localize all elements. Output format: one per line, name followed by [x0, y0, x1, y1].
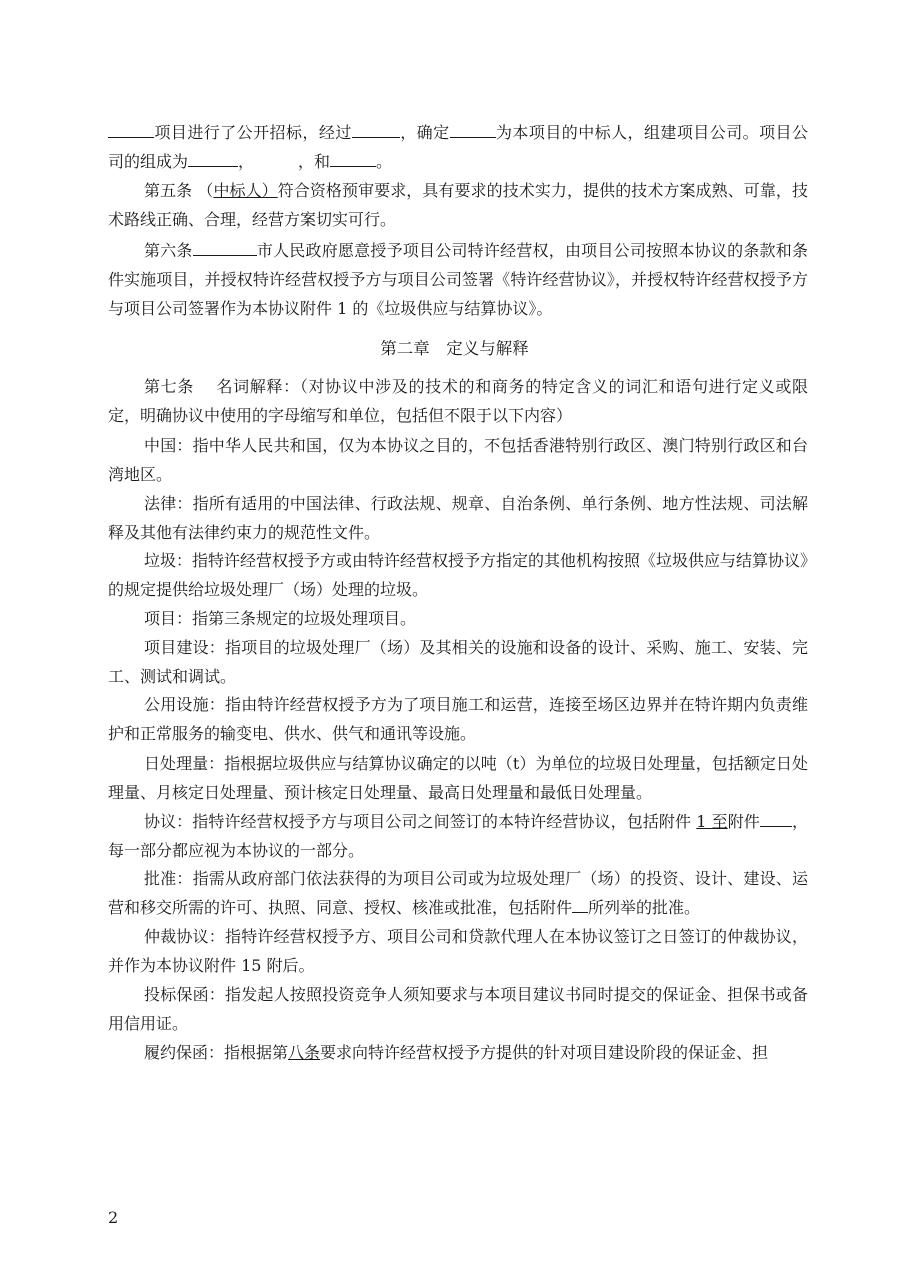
definition-project: 项目：指第三条规定的垃圾处理项目。: [144, 609, 417, 628]
definition-project-construction: 项目建设：指项目的垃圾处理厂（场）及其相关的设施和设备的设计、采购、施工、安装、完工、测试和调试。: [108, 638, 808, 686]
article-7: 第七条 名词解释：（对协议中涉及的技术的和商务的特定含义的词汇和语句进行定义或限定，明确协议中使用的字母缩写和单位，包括但不限于以下内容）: [108, 377, 808, 425]
definition-law: 法律：指所有适用的中国法律、行政法规、规章、自治条例、单行条例、地方性法规、司法解释及其他有法律约束力的规范性文件。: [108, 494, 808, 542]
blank-field: [760, 812, 792, 827]
definition-performance-bond: 履约保函：指根据第八条要求向特许经营权授予方提供的针对项目建设阶段的保证金、担: [144, 1043, 769, 1062]
blank-field: [108, 123, 154, 138]
definition-approval: 批准：指需从政府部门依法获得的为项目公司或为垃圾处理厂（场）的投资、设计、建设、运营和移交所需的许可、执照、同意、授权、核准或批准，包括附件 所列举的批准。: [108, 869, 808, 917]
definition-waste: 垃圾：指特许经营权授予方或由特许经营权授予方指定的其他机构按照《垃圾供应与结算协议》的规定提供给垃圾处理厂（场）处理的垃圾。: [108, 551, 809, 599]
definition-public-utilities: 公用设施：指由特许经营权授予方为了项目施工和运营，连接至场区边界并在特许期内负责维护和正常服务的输变电、供水、供气和通讯等设施。: [108, 695, 808, 743]
blank-field: [193, 241, 257, 256]
definition-daily-volume: 日处理量：指根据垃圾供应与结算协议确定的以吨（t）为单位的垃圾日处理量，包括额定日处理量、月核定日处理量、预计核定日处理量、最高日处理量和最低日处理量。: [108, 754, 808, 802]
blank-field: [188, 152, 238, 167]
blank-field: [352, 123, 400, 138]
blank-field: [330, 152, 376, 167]
article-6: 第六条 市人民政府愿意授予项目公司特许经营权，由项目公司按照本协议的条款和条件实施项目，并授权特许经营权授予方与项目公司签署《特许经营协议》，并授权特许经营权授予方与项目公司签署作为本协议附件 1 的《垃圾供应与结算协议》。: [108, 241, 808, 318]
definition-agreement: 协议：指特许经营权授予方与项目公司之间签订的本特许经营协议，包括附件 1 至附件 ，每一部分都应视为本协议的一部分。: [108, 812, 808, 860]
definition-bid-bond: 投标保函：指发起人按照投资竞争人须知要求与本项目建议书同时提交的保证金、担保书或备用信用证。: [108, 985, 808, 1033]
blank-field: [450, 123, 496, 138]
definition-china: 中国：指中华人民共和国，仅为本协议之目的，不包括香港特别行政区、澳门特别行政区和台湾地区。: [108, 436, 808, 484]
blank-field: [572, 898, 588, 913]
article-5: 第五条 （中标人）符合资格预审要求，具有要求的技术实力，提供的技术方案成熟、可靠，技术路线正确、合理，经营方案切实可行。: [108, 181, 808, 229]
page-number: 2: [108, 1208, 119, 1227]
paragraph-tender-result: 项目进行了公开招标，经过 ，确定 为本项目的中标人，组建项目公司。项目公司的组成为 ， ，和 。: [108, 123, 808, 171]
definition-arbitration: 仲裁协议：指特许经营权授予方、项目公司和贷款代理人在本协议签订之日签订的仲裁协议，并作为本协议附件 15 附后。: [108, 927, 808, 975]
chapter-heading: 第二章 定义与解释: [380, 339, 529, 358]
